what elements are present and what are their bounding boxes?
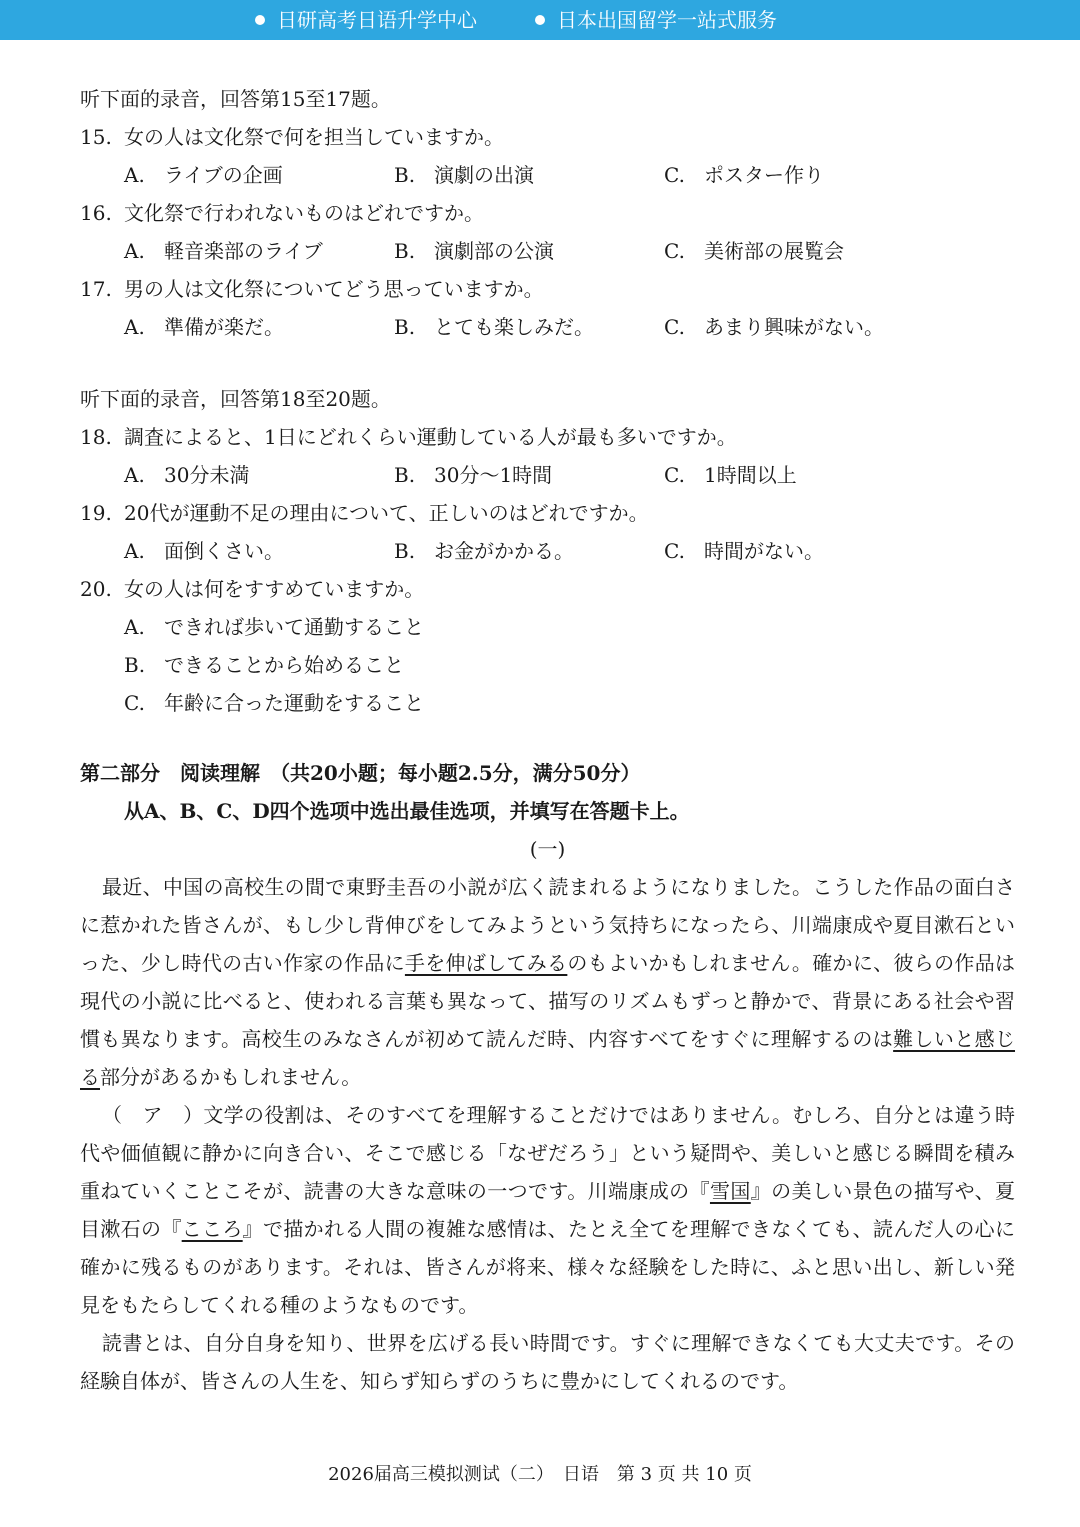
q15-option-a	[124, 161, 283, 189]
paragraph-text: 』の美しい景色の描写や、夏目漱石の『	[80, 1179, 1015, 1241]
listening-group2-intro: 听下面的录音，回答第18至20题。	[80, 387, 391, 411]
q20-option-c	[124, 689, 424, 717]
option-text: 準備が楽だ。	[164, 315, 284, 339]
option-text: 演劇の出演	[434, 163, 534, 187]
option-text: 時間がない。	[704, 539, 824, 563]
question-text: 調査によると、1日にどれくらい運動している人が最も多いですか。	[124, 425, 737, 449]
question-text: 女の人は何をすすめていますか。	[124, 577, 425, 601]
question-text: 20代が運動不足の理由について、正しいのはどれですか。	[124, 501, 649, 525]
question-text: 男の人は文化祭についてどう思っていますか。	[124, 277, 544, 301]
q19-option-b	[394, 537, 574, 565]
paragraph-text: 部分があるかもしれません。	[100, 1065, 362, 1089]
option-text: 1時間以上	[704, 463, 797, 487]
banner-item-left	[255, 0, 477, 40]
paragraph-text: 』で描かれる人間の複雑な感情は、たとえ全てを理解できなくても、読んだ人の心に確かに残るものがあります。それは、皆さんが将来、様々な経験をした時に、ふと思い出し、新しい発見をもたらしてくれる種のようなものです。	[80, 1217, 1016, 1317]
banner-right-text: 日本出国留学一站式服务	[557, 8, 777, 32]
option-text: あまり興味がない。	[704, 315, 884, 339]
paragraph-text: のもよいかもしれません。確かに、彼らの作品は現代の小説に比べると、使われる言葉も異なって、描写のリズムもずっと静かで、背景にある社会や習慣も異なります。高校生のみなさんが初めて読んだ時、内容すべてをすぐに理解するのは	[80, 951, 1015, 1051]
bullet-icon	[255, 15, 265, 25]
option-text: ポスター作り	[704, 163, 824, 187]
q20-option-b	[124, 651, 404, 679]
option-text: 面倒くさい。	[164, 539, 284, 563]
option-label: C.	[664, 163, 685, 187]
option-label: B.	[394, 239, 416, 263]
q20-option-a	[124, 613, 424, 641]
question-number: 19.	[80, 501, 112, 525]
question-number: 20.	[80, 577, 112, 601]
q16-option-b	[394, 237, 554, 265]
underlined-phrase: 手を伸ばしてみる	[404, 951, 568, 975]
question-16	[80, 199, 484, 227]
option-text: 年齢に合った運動をすること	[164, 691, 424, 715]
option-text: とても楽しみだ。	[434, 315, 594, 339]
option-label: A.	[124, 615, 145, 639]
question-number: 15.	[80, 125, 112, 149]
option-text: できることから始めること	[164, 653, 404, 677]
passage-paragraph-2	[80, 1096, 1015, 1324]
q19-option-c	[664, 537, 824, 565]
banner-left-text: 日研高考日语升学中心	[277, 8, 477, 32]
q15-option-c	[664, 161, 824, 189]
option-label: B.	[124, 653, 146, 677]
option-label: B.	[394, 315, 416, 339]
bullet-icon	[535, 15, 545, 25]
question-18	[80, 423, 737, 451]
option-text: 30分～1時間	[434, 463, 553, 487]
question-number: 17.	[80, 277, 112, 301]
option-text: お金がかかる。	[434, 539, 574, 563]
underlined-phrase: 難しいと感じる	[80, 1027, 1016, 1089]
question-number: 16.	[80, 201, 112, 225]
passage-paragraph-1	[80, 868, 1015, 1096]
option-text: 演劇部の公演	[434, 239, 554, 263]
question-text: 文化祭で行われないものはどれですか。	[124, 201, 484, 225]
underlined-phrase: 雪国	[709, 1179, 751, 1203]
q17-option-a	[124, 313, 284, 341]
option-label: C.	[124, 691, 145, 715]
option-label: A.	[124, 539, 145, 563]
option-label: A.	[124, 315, 145, 339]
passage-body	[80, 868, 1015, 1400]
option-label: C.	[664, 539, 685, 563]
question-text: 女の人は文化祭で何を担当していますか。	[124, 125, 504, 149]
page-footer: 2026届高三模拟测试（二） 日语 第 3 页 共 10 页	[328, 1464, 752, 1485]
q18-option-c	[664, 461, 797, 489]
passage-number: (一)	[529, 837, 566, 861]
option-text: 30分未満	[164, 463, 250, 487]
q16-option-a	[124, 237, 323, 265]
option-label: C.	[664, 463, 685, 487]
question-19	[80, 499, 649, 527]
option-label: C.	[664, 239, 685, 263]
question-17	[80, 275, 544, 303]
option-text: 美術部の展覧会	[704, 239, 844, 263]
paragraph-text: 読書とは、自分自身を知り、世界を広げる長い時間です。すぐに理解できなくても大丈夫です。その経験自体が、皆さんの人生を、知らず知らずのうちに豊かにしてくれるのです。	[80, 1331, 1015, 1393]
question-number: 18.	[80, 425, 112, 449]
q19-option-a	[124, 537, 284, 565]
q18-option-a	[124, 461, 249, 489]
q15-option-b	[394, 161, 534, 189]
blank-marker: （ ア ）	[102, 1103, 204, 1127]
section-instruction: 从A、B、C、D四个选项中选出最佳选项，并填写在答题卡上。	[124, 799, 690, 823]
option-text: できれば歩いて通勤すること	[164, 615, 424, 639]
underlined-phrase: こころ	[181, 1217, 243, 1241]
question-20	[80, 575, 424, 603]
paragraph-text: 最近、中国の高校生の間で東野圭吾の小説が広く読まれるようになりました。こうした作品の面白さに惹かれた皆さんが、もし少し背伸びをしてみようという気持ちになったら、川端康成や夏目漱石といった、少し時代の古い作家の作品に	[80, 875, 1015, 975]
q18-option-b	[394, 461, 552, 489]
option-label: A.	[124, 239, 145, 263]
header-banner	[0, 0, 1080, 40]
option-label: A.	[124, 463, 145, 487]
option-label: B.	[394, 463, 416, 487]
option-text: 軽音楽部のライブ	[164, 239, 323, 263]
option-label: C.	[664, 315, 685, 339]
q16-option-c	[664, 237, 844, 265]
option-label: B.	[394, 163, 416, 187]
question-15	[80, 123, 504, 151]
option-label: B.	[394, 539, 416, 563]
paragraph-text: 文学の役割は、そのすべてを理解することだけではありません。むしろ、自分とは違う時代や価値観に静かに向き合い、そこで感じる「なぜだろう」という疑問や、美しいと感じる瞬間を積み重ねていくことこそが、読書の大きな意味の一つです。川端康成の『	[80, 1103, 1015, 1203]
q17-option-b	[394, 313, 594, 341]
passage-paragraph-3	[80, 1324, 1015, 1400]
q17-option-c	[664, 313, 884, 341]
option-text: ライブの企画	[164, 163, 283, 187]
section-title: 第二部分 阅读理解 （共20小题；每小题2.5分，满分50分）	[80, 761, 641, 785]
banner-item-right	[535, 0, 777, 40]
option-label: A.	[124, 163, 145, 187]
listening-group1-intro: 听下面的录音，回答第15至17题。	[80, 87, 391, 111]
